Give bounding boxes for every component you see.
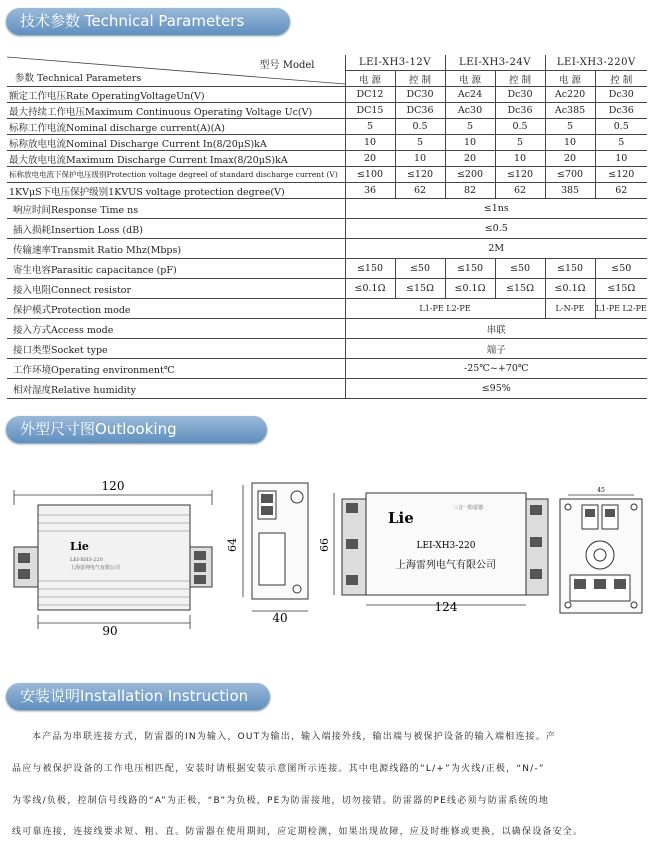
cell: Ac220 <box>545 87 595 103</box>
table-row <box>7 199 647 219</box>
cell: Dc36 <box>495 103 545 119</box>
dimension-drawing <box>0 465 661 665</box>
table-row <box>7 319 647 339</box>
end-view <box>560 487 642 613</box>
cell: ≤100 <box>345 167 395 183</box>
cell: Ac30 <box>445 103 495 119</box>
cell: L-N-PE <box>545 299 595 319</box>
cell: ≤15Ω <box>395 279 445 299</box>
model-header-220v: LEI-XH3-220V <box>545 55 647 71</box>
spec-table <box>7 55 647 399</box>
top-view <box>318 493 548 614</box>
table-row <box>7 135 647 151</box>
row-label: 插入损耗Insertion Loss (dB) <box>7 219 345 239</box>
cell: 端子 <box>345 339 647 359</box>
cell: Ac24 <box>445 87 495 103</box>
cell: Ac385 <box>545 103 595 119</box>
row-label: 1KVμS下电压保护级别1KVUS voltage protection degree(V) <box>7 183 345 199</box>
table-row <box>7 359 647 379</box>
cell: 0.5 <box>595 119 647 135</box>
cell: Dc30 <box>595 87 647 103</box>
sub-header: 控 制 <box>595 71 647 87</box>
row-label: 接口类型Socket type <box>7 339 345 359</box>
cell: 10 <box>445 135 495 151</box>
cell: 5 <box>445 119 495 135</box>
logo: Lie <box>388 509 414 527</box>
cell: ≤700 <box>545 167 595 183</box>
cell: ≤0.5 <box>345 219 647 239</box>
cell: 10 <box>395 151 445 167</box>
cell: ≤50 <box>395 259 445 279</box>
instruction-line-2: 品应与被保护设备的工作电压相匹配，安装时请根据安装示意图所示连接。其中电源线路的“L/+”为火线/正极，“N/-” <box>12 764 545 774</box>
cell: 385 <box>545 183 595 199</box>
cell: 20 <box>545 151 595 167</box>
front-view <box>14 479 212 638</box>
row-label: 传输速率Transmit Ratio Mhz(Mbps) <box>7 239 345 259</box>
row-label: 最大放电电流Maximum Discharge Current Imax(8/20μS)kA <box>7 151 345 167</box>
cell: ≤150 <box>545 259 595 279</box>
table-row <box>7 119 647 135</box>
table-row <box>7 87 647 103</box>
corner-model-label: 型号 Model <box>259 60 315 71</box>
table-row <box>7 151 647 167</box>
cell: DC30 <box>395 87 445 103</box>
cell: ≤150 <box>345 259 395 279</box>
cell: L1-PE L2-PE <box>595 299 647 319</box>
cell: 0.5 <box>495 119 545 135</box>
cell: 5 <box>595 135 647 151</box>
small-model-label: LEI-XH3-220 <box>70 557 103 563</box>
cell: 5 <box>345 119 395 135</box>
sub-header: 电 源 <box>545 71 595 87</box>
cell: 20 <box>445 151 495 167</box>
section-header-dimension: 外型尺寸图Outlooking Dimension <box>6 416 267 443</box>
cell: 10 <box>345 135 395 151</box>
table-row <box>7 219 647 239</box>
dim-height-64: 64 <box>226 538 239 552</box>
cell: ≤120 <box>595 167 647 183</box>
cell: ≤120 <box>495 167 545 183</box>
model-header-12v: LEI-XH3-12V <box>345 55 445 71</box>
cell: Dc36 <box>595 103 647 119</box>
instruction-line-3: 为零线/负极，控制信号线路的“A”为正极，“B”为负极，PE为防雷接地，切勿接错。防雷器的PE线必须与防雷系统的地 <box>12 796 550 806</box>
cell: 20 <box>345 151 395 167</box>
row-label: 标称工作电流Nominal discharge current(A)(A) <box>7 119 345 135</box>
cell: -25℃~+70℃ <box>345 359 647 379</box>
cell: 62 <box>495 183 545 199</box>
cell: DC36 <box>395 103 445 119</box>
cell: ≤95% <box>345 379 647 399</box>
cell: 62 <box>395 183 445 199</box>
cell: Dc30 <box>495 87 545 103</box>
cell: ≤1ns <box>345 199 647 219</box>
dim-depth-90: 90 <box>102 624 118 638</box>
row-label: 寄生电容Parasitic capacitance (pF) <box>7 259 345 279</box>
dim-width-120: 120 <box>101 479 125 493</box>
row-label: 接入电阻Connect resistor <box>7 279 345 299</box>
cell: L1-PE L2-PE <box>345 299 545 319</box>
cell: ≤0.1Ω <box>445 279 495 299</box>
row-label: 额定工作电压Rate OperatingVoltageUn(V) <box>7 87 345 103</box>
logo: Lie <box>70 540 89 553</box>
company-label: 上海雷列电气有限公司 <box>396 560 496 571</box>
dim-thickness-40: 40 <box>272 611 288 625</box>
cell: ≤120 <box>395 167 445 183</box>
cell: 串联 <box>345 319 647 339</box>
cell: ≤50 <box>595 259 647 279</box>
side-view <box>226 483 308 625</box>
cell: 10 <box>495 151 545 167</box>
table-row <box>7 339 647 359</box>
cell: 5 <box>395 135 445 151</box>
model-header-24v: LEI-XH3-24V <box>445 55 545 71</box>
table-row <box>7 379 647 399</box>
cell: DC15 <box>345 103 395 119</box>
dim-length-124: 124 <box>434 600 458 614</box>
table-row <box>7 103 647 119</box>
section-header-technical: 技术参数 Technical Parameters <box>6 8 290 35</box>
table-row <box>7 279 647 299</box>
cell: ≤15Ω <box>495 279 545 299</box>
row-label: 响应时间Response Time ns <box>7 199 345 219</box>
small-company-label: 上海雷列电气有限公司 <box>70 565 121 571</box>
cell: 36 <box>345 183 395 199</box>
row-label: 保护模式Protection mode <box>7 299 345 319</box>
table-row <box>7 183 647 199</box>
sub-header: 控 制 <box>395 71 445 87</box>
cell: 0.5 <box>395 119 445 135</box>
table-row <box>7 239 647 259</box>
row-label: 最大持续工作电压Maximum Continuous Operating Voltage Uc(V) <box>7 103 345 119</box>
corner-param-label: 参数 Technical Parameters <box>15 73 142 84</box>
cell: DC12 <box>345 87 395 103</box>
cell: ≤150 <box>445 259 495 279</box>
table-row <box>7 167 647 183</box>
sub-header: 电 源 <box>445 71 495 87</box>
cell: ≤50 <box>495 259 545 279</box>
cell: 5 <box>495 135 545 151</box>
cell: ≤0.1Ω <box>545 279 595 299</box>
row-label: 标称放电电流下保护电压级别Protection voltage degreel of standard discharge current (V) <box>7 167 345 183</box>
cell: ≤15Ω <box>595 279 647 299</box>
dim-height-66: 66 <box>318 538 331 552</box>
cell: ≤200 <box>445 167 495 183</box>
cell: 2M <box>345 239 647 259</box>
cell: ≤0.1Ω <box>345 279 395 299</box>
dim-45: 45 <box>597 487 605 494</box>
section-header-installation: 安装说明Installation Instruction <box>6 683 270 710</box>
sub-header: 控 制 <box>495 71 545 87</box>
cell: 5 <box>545 119 595 135</box>
table-row <box>7 299 647 319</box>
row-label: 工作环境Operating environment℃ <box>7 359 345 379</box>
row-label: 相对湿度Relative humidity <box>7 379 345 399</box>
cell: 10 <box>595 151 647 167</box>
tag-label: 三合一防雷器 <box>453 505 484 511</box>
table-corner <box>7 55 345 87</box>
cell: 82 <box>445 183 495 199</box>
cell: 10 <box>545 135 595 151</box>
row-label: 接入方式Access mode <box>7 319 345 339</box>
instruction-line-4: 线可靠连接，连接线要求短、粗、直。防雷器在使用期间，应定期检测，如果出现故障，应及时维修或更换，以确保设备安全。 <box>12 827 584 837</box>
cell: 62 <box>595 183 647 199</box>
instruction-line-1: 本产品为串联连接方式，防雷器的IN为输入，OUT为输出，输入端接外线，输出端与被保护设备的输入端相连接。产 <box>32 732 557 742</box>
sub-header: 电 源 <box>345 71 395 87</box>
table-row <box>7 259 647 279</box>
model-label: LEI-XH3-220 <box>416 541 476 551</box>
row-label: 标称放电电流Nominal Discharge Current In(8/20μS)kA <box>7 135 345 151</box>
